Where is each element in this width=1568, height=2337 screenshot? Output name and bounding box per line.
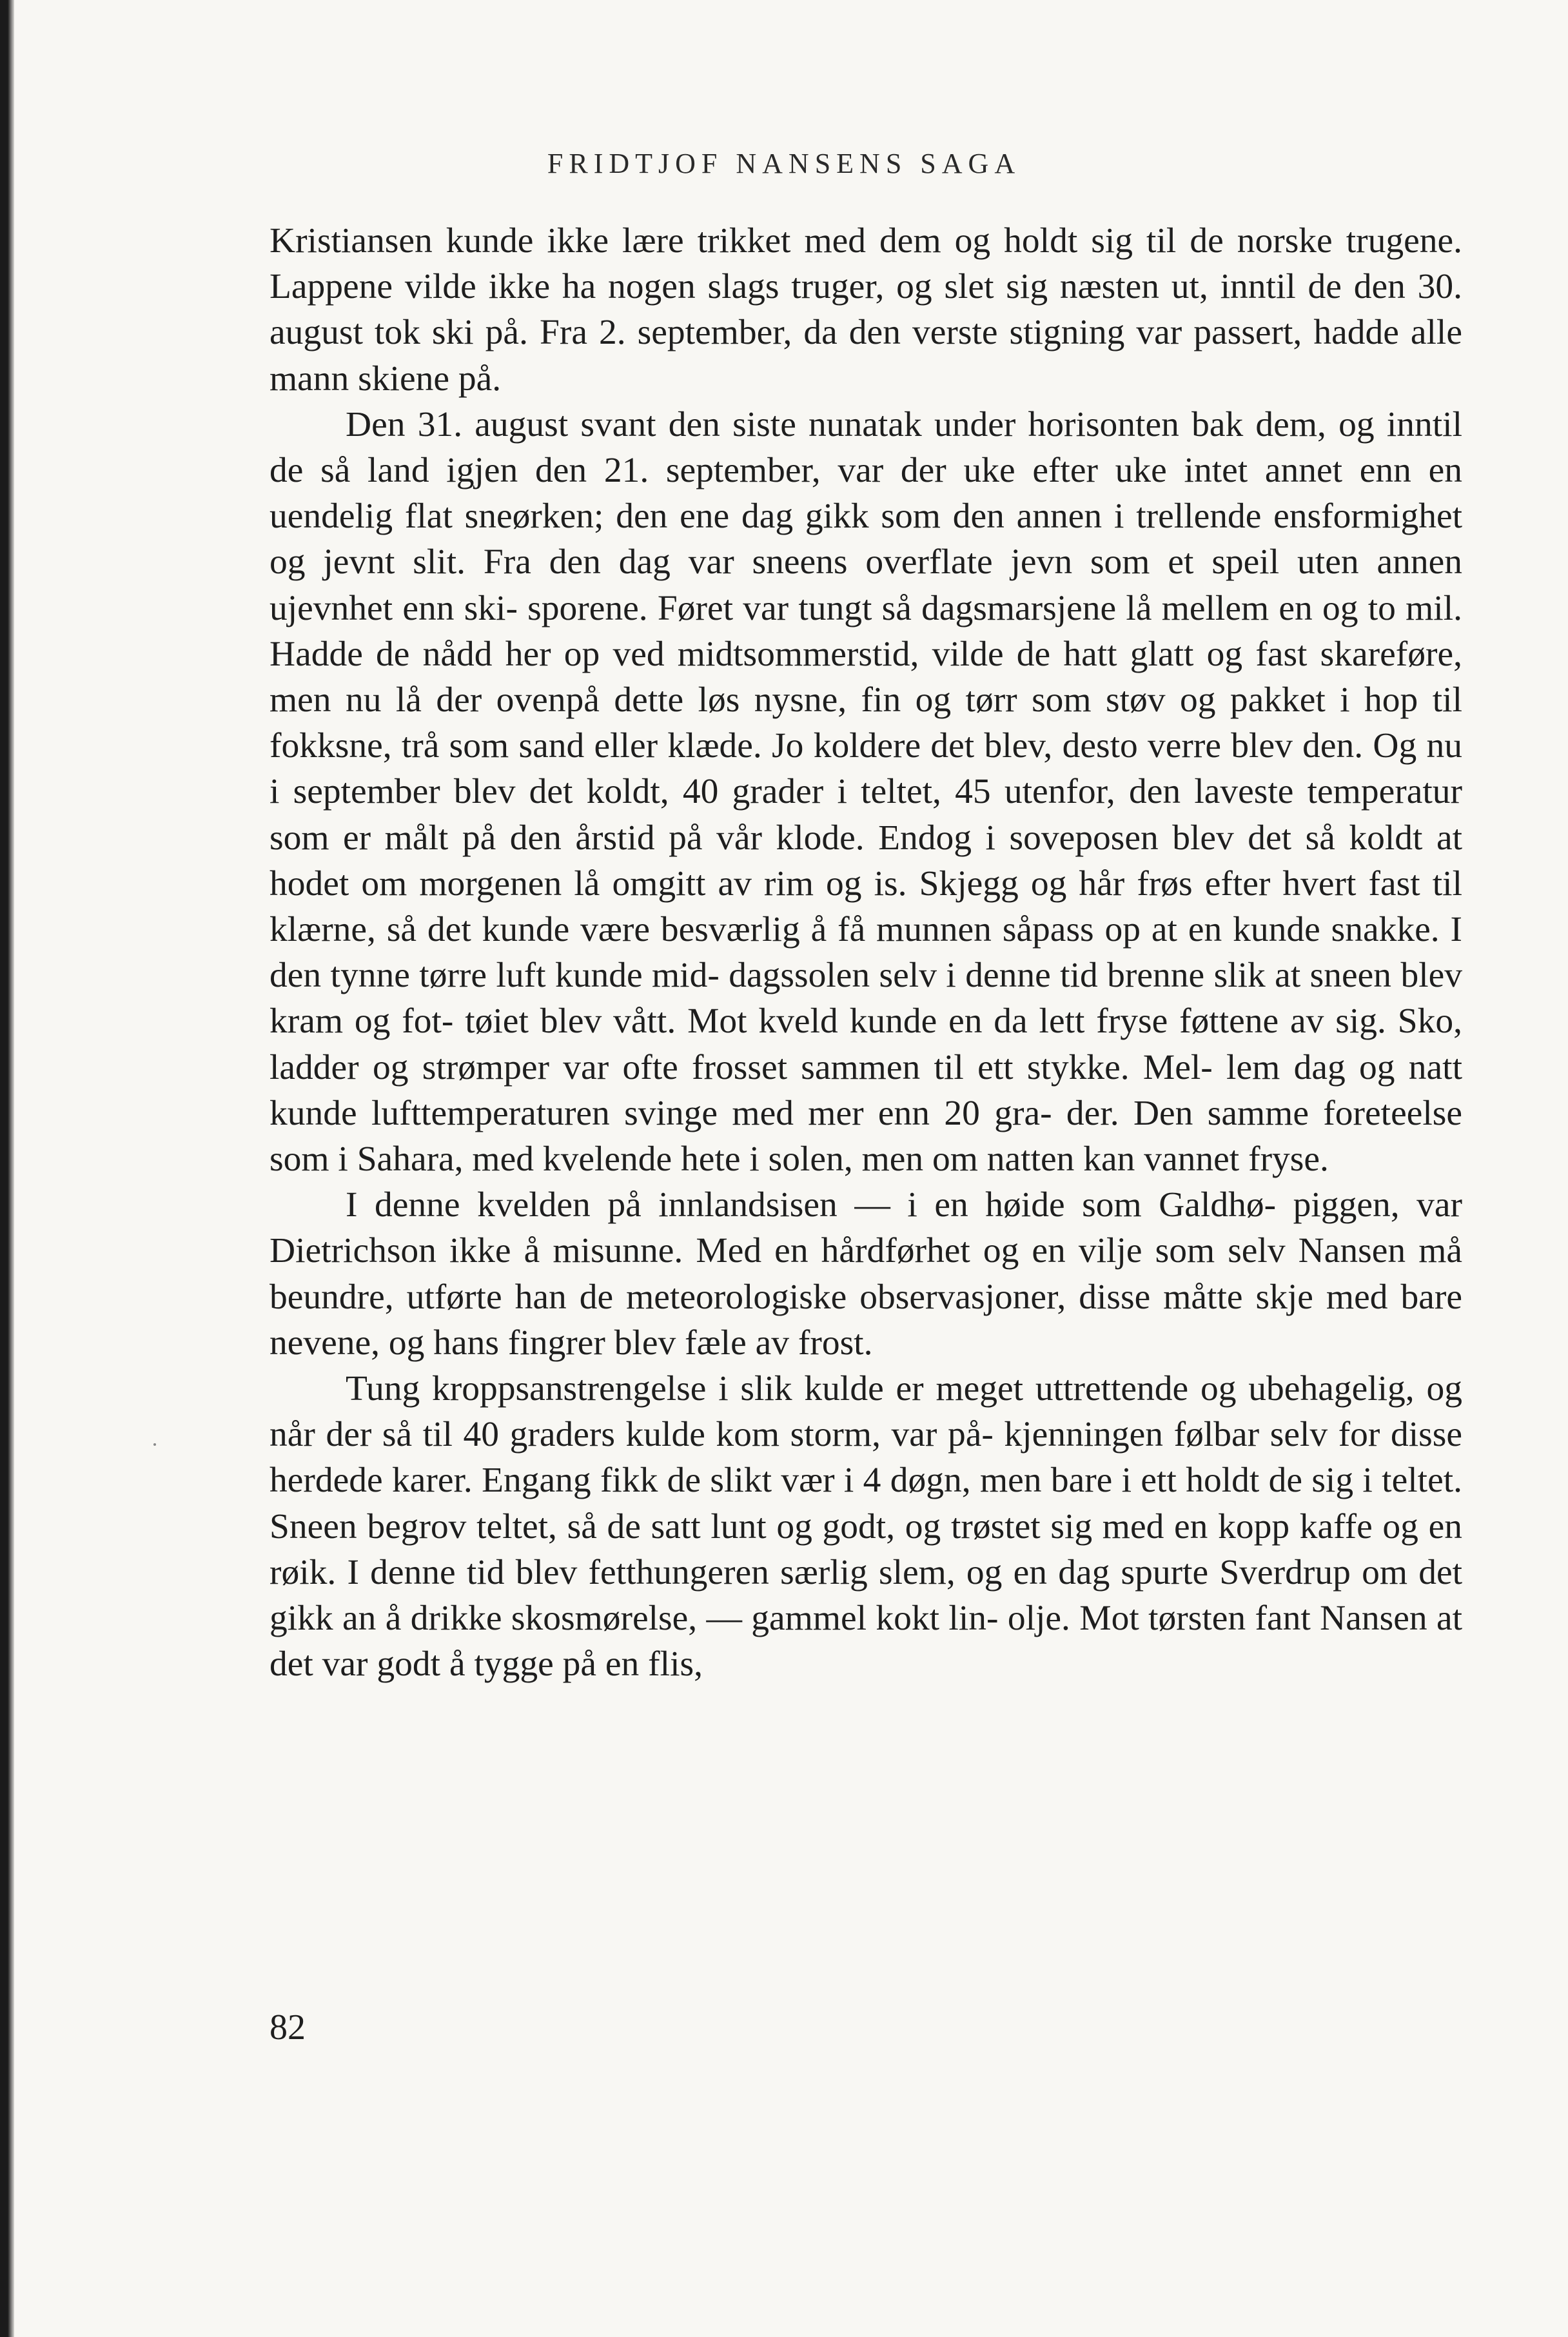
page-edge-shadow xyxy=(0,0,14,2337)
paper-speck xyxy=(153,1443,156,1446)
page-number: 82 xyxy=(270,2007,306,2047)
paragraph-2: Den 31. august svant den siste nunatak under horisonten bak dem, og inntil de så land igjen den 21. september, var der uke efter uke intet annet enn en uendelig flat sneørken; den ene dag gikk som den annen i trellende ensformighet og jevnt slit. Fra den dag var sneens overflate jevn som et speil uten annen ujevnhet enn ski- sporene. Føret var tungt så dagsmarsjene lå mellem en og to mil. Hadde de nådd her op ved midtsommerstid, vilde de hatt glatt og fast skareføre, men nu lå der ovenpå dette løs nysne, fin og tørr som støv og pakket i hop til fokksne, trå som sand eller klæde. Jo koldere det blev, desto verre blev den. Og nu i september blev det koldt, 40 grader i teltet, 45 utenfor, den laveste temperatur som er målt på den årstid på vår klode. Endog i soveposen blev det så koldt at hodet om morgenen lå omgitt av rim og is. Skjegg og hår frøs efter hvert fast til klærne, så det kunde være besværlig å få munnen såpass op at en kunde snakke. I den tynne tørre luft kunde mid- dagssolen selv i denne tid brenne slik at sneen blev kram og fot- tøiet blev vått. Mot kveld kunde en da lett fryse føttene av sig. Sko, ladder og strømper var ofte frosset sammen til ett stykke. Mel- lem dag og natt kunde lufttemperaturen svinge med mer enn 20 gra- der. Den samme foreteelse som i Sahara, med kvelende hete i solen, men om natten kan vannet fryse. xyxy=(270,404,1462,1179)
paragraph-1: Kristiansen kunde ikke lære trikket med dem og holdt sig til de norske trugene. Lappene vilde ikke ha nogen slags truger, og slet sig næsten ut, inntil de den 30. august tok ski på. Fra 2. september, da den verste stigning var passert, hadde alle mann skiene på. xyxy=(270,221,1462,399)
running-title: FRIDTJOF NANSENS SAGA xyxy=(547,148,1021,179)
body-text xyxy=(270,218,1462,1688)
paragraph-4: Tung kroppsanstrengelse i slik kulde er meget uttrettende og ubehagelig, og når der så til 40 graders kulde kom storm, var på- kjenningen følbar selv for disse herdede karer. Engang fikk de slikt vær i 4 døgn, men bare i ett holdt de sig i teltet. Sneen begrov teltet, så de satt lunt og godt, og trøstet sig med en kopp kaffe og en røik. I denne tid blev fetthungeren særlig slem, og en dag spurte Sverdrup om det gikk an å drikke skosmørelse, — gammel kokt lin- olje. Mot tørsten fant Nansen at det var godt å tygge på en flis, xyxy=(270,1369,1462,1684)
paragraph-3: I denne kvelden på innlandsisen — i en høide som Galdhø- piggen, var Dietrichson ikke å misunne. Med en hårdførhet og en vilje som selv Nansen må beundre, utførte han de meteorologiske observasjoner, disse måtte skje med bare nevene, og hans fingrer blev fæle av frost. xyxy=(270,1185,1462,1363)
